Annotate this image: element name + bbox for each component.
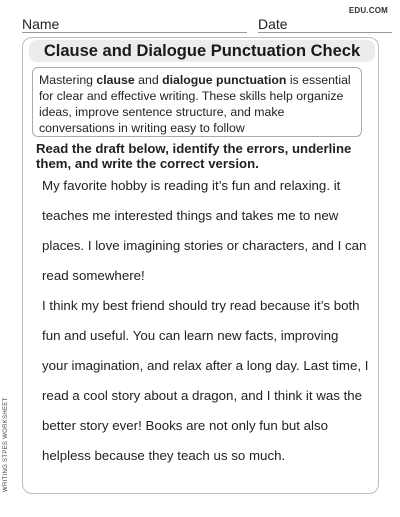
intro-bold-dialogue: dialogue punctuation <box>162 73 287 87</box>
side-label: WRITING STPES WORKSHEET <box>3 397 9 492</box>
date-line[interactable] <box>258 32 392 33</box>
draft-line: places. I love imagining stories or characters, and I can <box>42 238 367 253</box>
intro-box <box>32 67 362 137</box>
page-title: Clause and Dialogue Punctuation Check <box>29 40 375 62</box>
draft-text <box>42 175 372 475</box>
instruction-text: Read the draft below, identify the errors, underline them, and write the correct version. <box>36 141 352 171</box>
name-label: Name <box>22 16 60 32</box>
draft-line: fun and useful. You can learn new facts, improving <box>42 328 339 343</box>
draft-line: My favorite hobby is reading it’s fun and relaxing. it <box>42 178 341 193</box>
intro-text: Mastering <box>39 73 97 87</box>
draft-line: better story ever! Books are not only fun but also <box>42 418 329 433</box>
draft-line: read somewhere! <box>42 268 145 283</box>
draft-line: your imagination, and relax after a long day. Last time, I <box>42 358 369 373</box>
intro-bold-clause: clause <box>96 73 135 87</box>
intro-text: is essential for clear and effective writing. These skills help organize ideas, improve sentence structure, and make conversations in writing easy to follow <box>39 73 351 135</box>
draft-line: I think my best friend should try read because it’s both <box>42 298 360 313</box>
draft-line: helpless because they teach us so much. <box>42 448 286 463</box>
date-label: Date <box>258 16 288 32</box>
header-row <box>22 14 392 34</box>
draft-line: read a cool story about a dragon, and I think it was the <box>42 388 363 403</box>
intro-text: and <box>134 73 163 87</box>
name-line[interactable] <box>22 32 247 33</box>
draft-line: teaches me interested things and takes me to new <box>42 208 339 223</box>
brand-logo: EDU.COM <box>348 6 388 15</box>
